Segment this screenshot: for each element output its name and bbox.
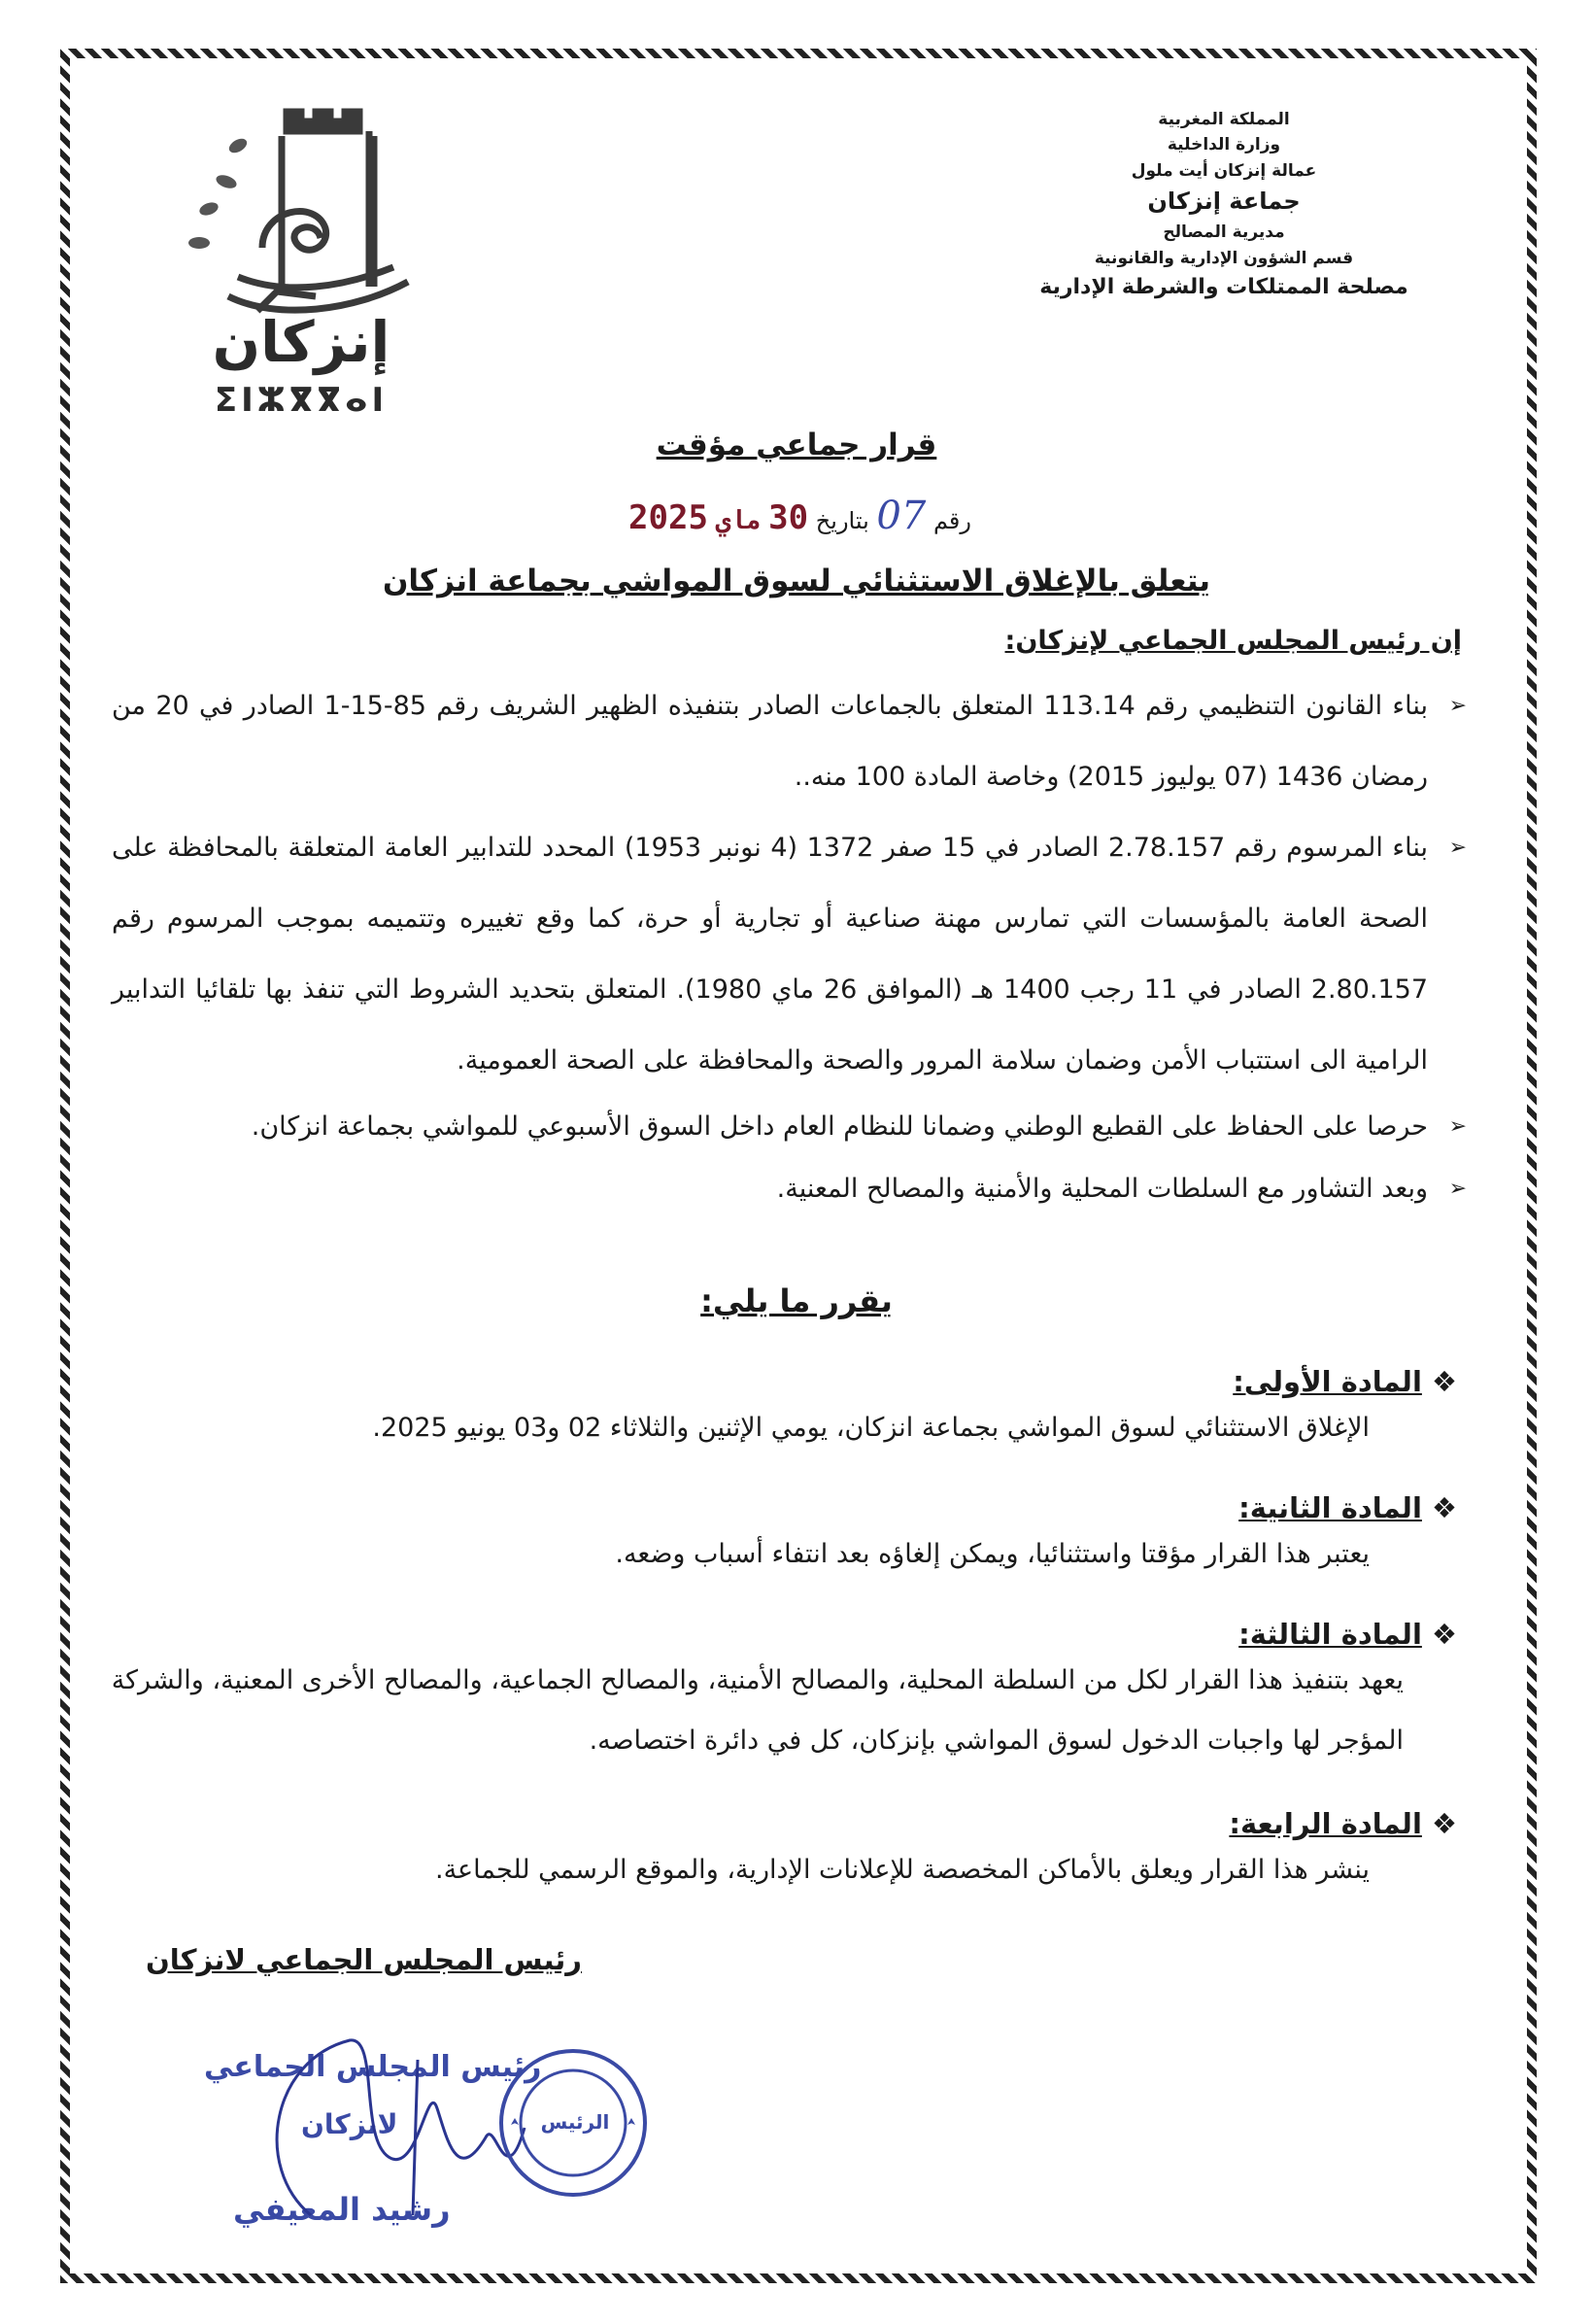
header-line-commune: جماعة إنزكان: [1147, 188, 1301, 216]
header-line-ministry: وزارة الداخلية: [1167, 135, 1281, 155]
date-year: 2025: [628, 498, 708, 537]
article-body: يعتبر هذا القرار مؤقتا واستثنائيا، ويمكن إلغاؤه بعد انتفاء أسباب وضعه.: [615, 1539, 1370, 1569]
arrow-bullet-icon: ➢: [1448, 694, 1467, 718]
date-month: ماي: [715, 506, 762, 535]
preamble-heading: إن رئيس المجلس الجماعي لإنزكان:: [1004, 626, 1462, 656]
seal-text: الرئيس: [540, 2110, 610, 2134]
preamble-list: [112, 670, 1467, 1220]
preamble-item: [112, 670, 1467, 812]
date-day: 30: [768, 498, 809, 537]
preamble-item-text: حرصا على الحفاظ على القطيع الوطني وضمانا للنظام العام داخل السوق الأسبوعي للمواشي بجماعة انزكان.: [251, 1111, 1428, 1142]
header-line-kingdom: المملكة المغربية: [1158, 110, 1290, 129]
article-title: المادة الثالثة:: [1238, 1618, 1422, 1651]
article-body: ينشر هذا القرار ويعلق بالأماكن المخصصة للإعلانات الإدارية، والموقع الرسمي للجماعة.: [435, 1855, 1370, 1885]
diamond-bullet-icon: ❖: [1421, 1365, 1457, 1398]
header-line-directorate: مديرية المصالح: [1163, 222, 1285, 243]
diamond-bullet-icon: ❖: [1421, 1491, 1457, 1524]
logo-arabic-name: إنزكان: [212, 309, 390, 375]
date-label: بتاريخ: [815, 507, 869, 534]
stamp-name: رشيد المعيفي: [233, 2191, 451, 2228]
article-1: [97, 1365, 1457, 1458]
decision-number: 07: [876, 494, 927, 538]
header-line-division: قسم الشؤون الإدارية والقانونية: [1094, 248, 1354, 268]
article-2: [97, 1491, 1457, 1585]
decision-subject: يتعلق بالإغلاق الاستثنائي لسوق المواشي بجماعة انزكان: [382, 564, 1211, 598]
article-body: الإغلاق الاستثنائي لسوق المواشي بجماعة انزكان، يومي الإثنين والثلاثاء 02 و03 يونيو 2025.: [372, 1413, 1370, 1443]
preamble-item-text: وبعد التشاور مع السلطات المحلية والأمنية والمصالح المعنية.: [776, 1174, 1428, 1204]
preamble-item-text: بناء القانون التنظيمي رقم 113.14 المتعلق بالجماعات الصادر بتنفيذه الظهير الشريف رقم 85-15-1 الصادر في 20 من رمضان 1436 (07 يوليوز 2015) وخاصة المادة 100 منه..: [112, 691, 1428, 792]
letterhead: [1020, 107, 1428, 304]
article-4: [97, 1807, 1457, 1900]
preamble-item: [112, 1158, 1467, 1220]
signature-heading: رئيس المجلس الجماعي لانزكان: [146, 1943, 582, 1976]
logo-tifinagh-name: ⵉⵏⵣⴳⴳⴰⵏ: [214, 381, 389, 420]
preamble-item-text: بناء المرسوم رقم 2.78.157 الصادر في 15 صفر 1372 (4 نونبر 1953) المحدد للتدابير العامة المتعلقة بالمحافظة على الصحة العامة بالمؤسسات التي تمارس مهنة صناعية أو تجارية أو حرة، كما وقع تغييره وتتميمه بموجب المرسوم رقم 2.80.157 الصادر في 11 رجب 1400 هـ (الموافق 26 ماي 1980). المتعلق بتحديد الشروط التي تنفذ بها تلقائيا التدابير الرامية الى استتباب الأمن وضمان سلامة المرور والصحة والمحافظة على الصحة العمومية.: [112, 833, 1428, 1076]
preamble-item: [112, 1096, 1467, 1158]
diamond-bullet-icon: ❖: [1421, 1807, 1457, 1840]
arrow-bullet-icon: ➢: [1448, 1114, 1467, 1139]
article-title: المادة الثانية:: [1238, 1491, 1422, 1524]
stamp-city: لانزكان: [301, 2108, 398, 2140]
header-line-service: مصلحة الممتلكات والشرطة الإدارية: [1039, 274, 1408, 299]
header-line-prefecture: عمالة إنزكان أيت ملول: [1131, 160, 1317, 181]
article-body: يعهد بتنفيذ هذا القرار لكل من السلطة المحلية، والمصالح الأمنية، والمصالح الجماعية، والمصالح الأخرى المعنية، والشركة المؤجر لها واجبات الدخول لسوق المواشي بإنزكان، كل في دائرة اختصاصه.: [111, 1665, 1404, 1756]
article-title: المادة الرابعة:: [1229, 1807, 1422, 1840]
article-3: [97, 1618, 1457, 1771]
preamble-item: [112, 812, 1467, 1096]
arrow-bullet-icon: ➢: [1448, 1177, 1467, 1201]
decides-heading: يقرر ما يلي:: [700, 1282, 893, 1319]
stamp-title: رئيس المجلس الجماعي: [204, 2050, 542, 2084]
arrow-bullet-icon: ➢: [1448, 836, 1467, 860]
diamond-bullet-icon: ❖: [1421, 1618, 1457, 1651]
decision-reference: [544, 494, 971, 538]
article-title: المادة الأولى:: [1233, 1365, 1422, 1398]
decision-title: قرار جماعي مؤقت: [656, 427, 937, 462]
number-label: رقم: [932, 507, 971, 534]
